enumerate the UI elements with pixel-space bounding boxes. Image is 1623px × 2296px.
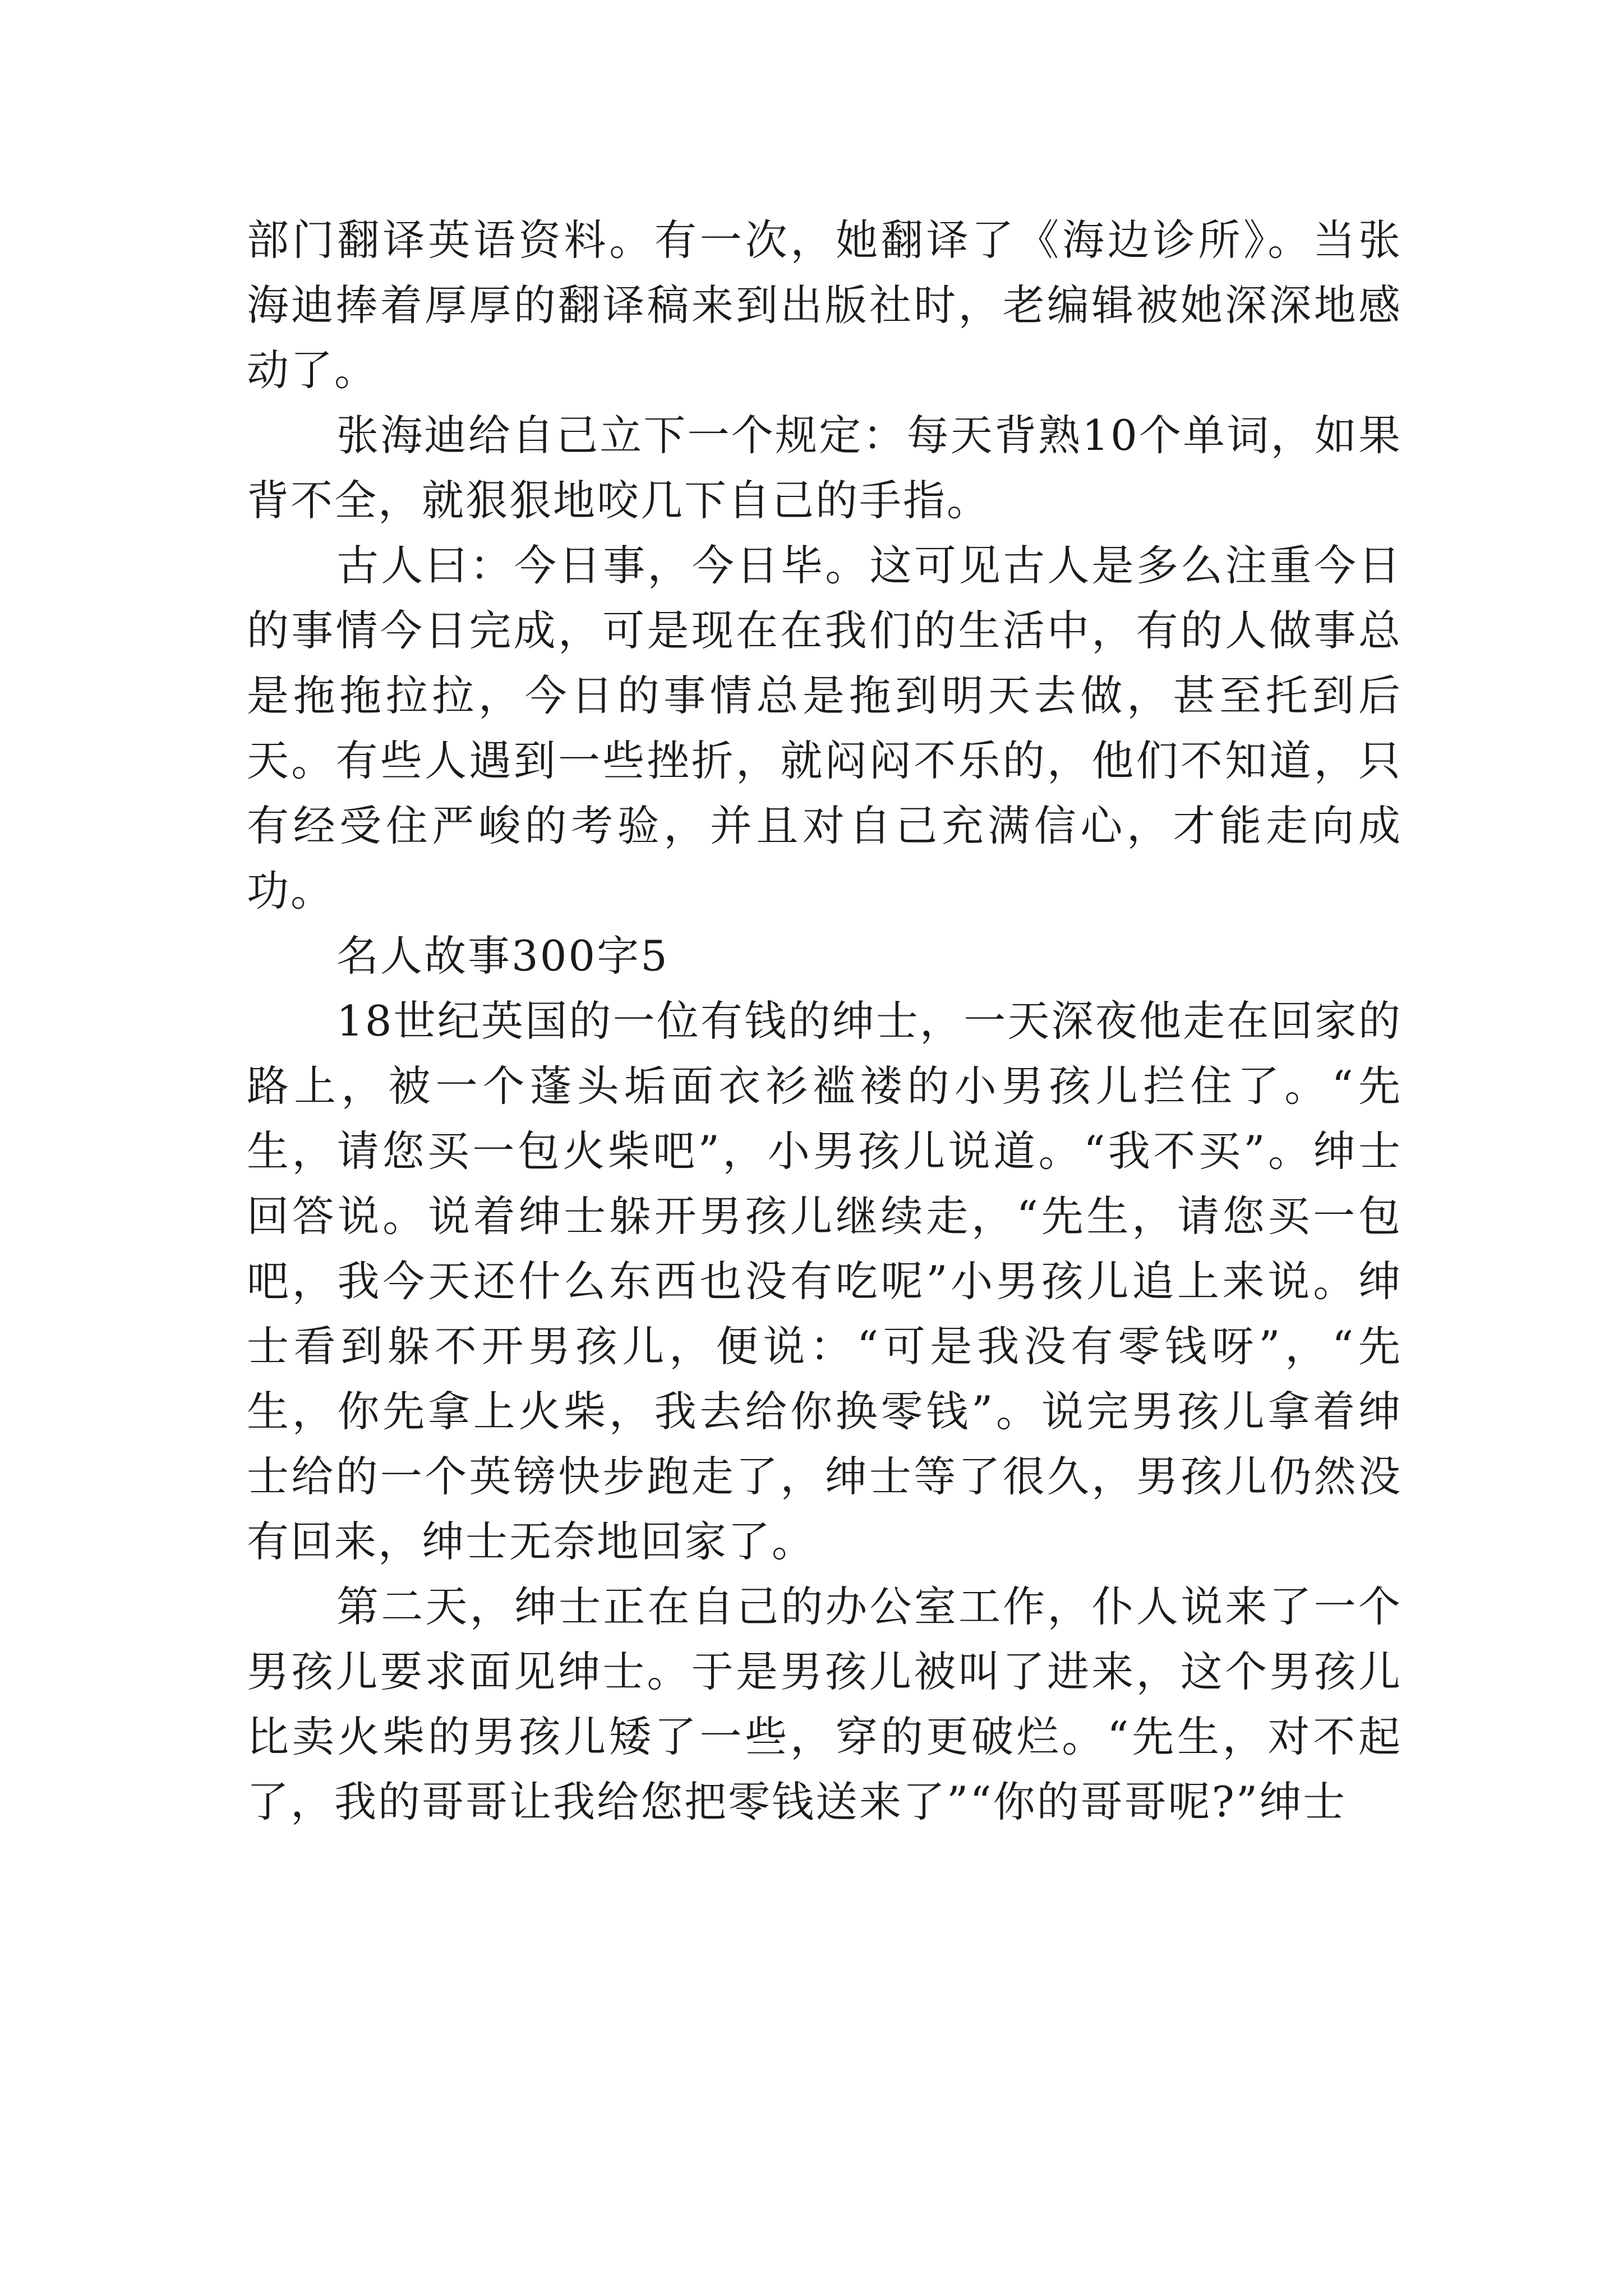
paragraph-4: 18世纪英国的一位有钱的绅士，一天深夜他走在回家的路上，被一个蓬头垢面衣衫褴褛的小男孩儿拦住了。“先生，请您买一包火柴吧”，小男孩儿说道。“我不买”。绅士回答说。说着绅士躲开男孩儿继续走，“先生，请您买一包吧，我今天还什么东西也没有吃呢”小男孩儿追上来说。绅士看到躲不开男孩儿，便说：“可是我没有零钱呀”，“先生，你先拿上火柴，我去给你换零钱”。说完男孩儿拿着绅士给的一个英镑快步跑走了，绅士等了很久，男孩儿仍然没有回来，绅士无奈地回家了。 <box>247 996 1402 1566</box>
section-heading: 名人故事300字5 <box>336 931 669 981</box>
paragraph-1: 部门翻译英语资料。有一次，她翻译了《海边诊所》。当张海迪捧着厚厚的翻译稿来到出版社时，老编辑被她深深地感动了。 <box>247 215 1402 395</box>
paragraph-3: 古人曰：今日事，今日毕。这可见古人是多么注重今日的事情今日完成，可是现在在我们的生活中，有的人做事总是拖拖拉拉，今日的事情总是拖到明天去做，甚至托到后天。有些人遇到一些挫折，就闷闷不乐的，他们不知道，只有经受住严峻的考验，并且对自己充满信心，才能走向成功。 <box>247 541 1402 915</box>
document-body <box>247 208 1402 1834</box>
paragraph-2: 张海迪给自己立下一个规定：每天背熟10个单词，如果背不全，就狠狠地咬几下自己的手指。 <box>247 411 1402 525</box>
paragraph-5: 第二天，绅士正在自己的办公室工作，仆人说来了一个男孩儿要求面见绅士。于是男孩儿被叫了进来，这个男孩儿比卖火柴的男孩儿矮了一些，穿的更破烂。“先生，对不起了，我的哥哥让我给您把零钱送来了”“你的哥哥呢?”绅士 <box>247 1582 1402 1826</box>
